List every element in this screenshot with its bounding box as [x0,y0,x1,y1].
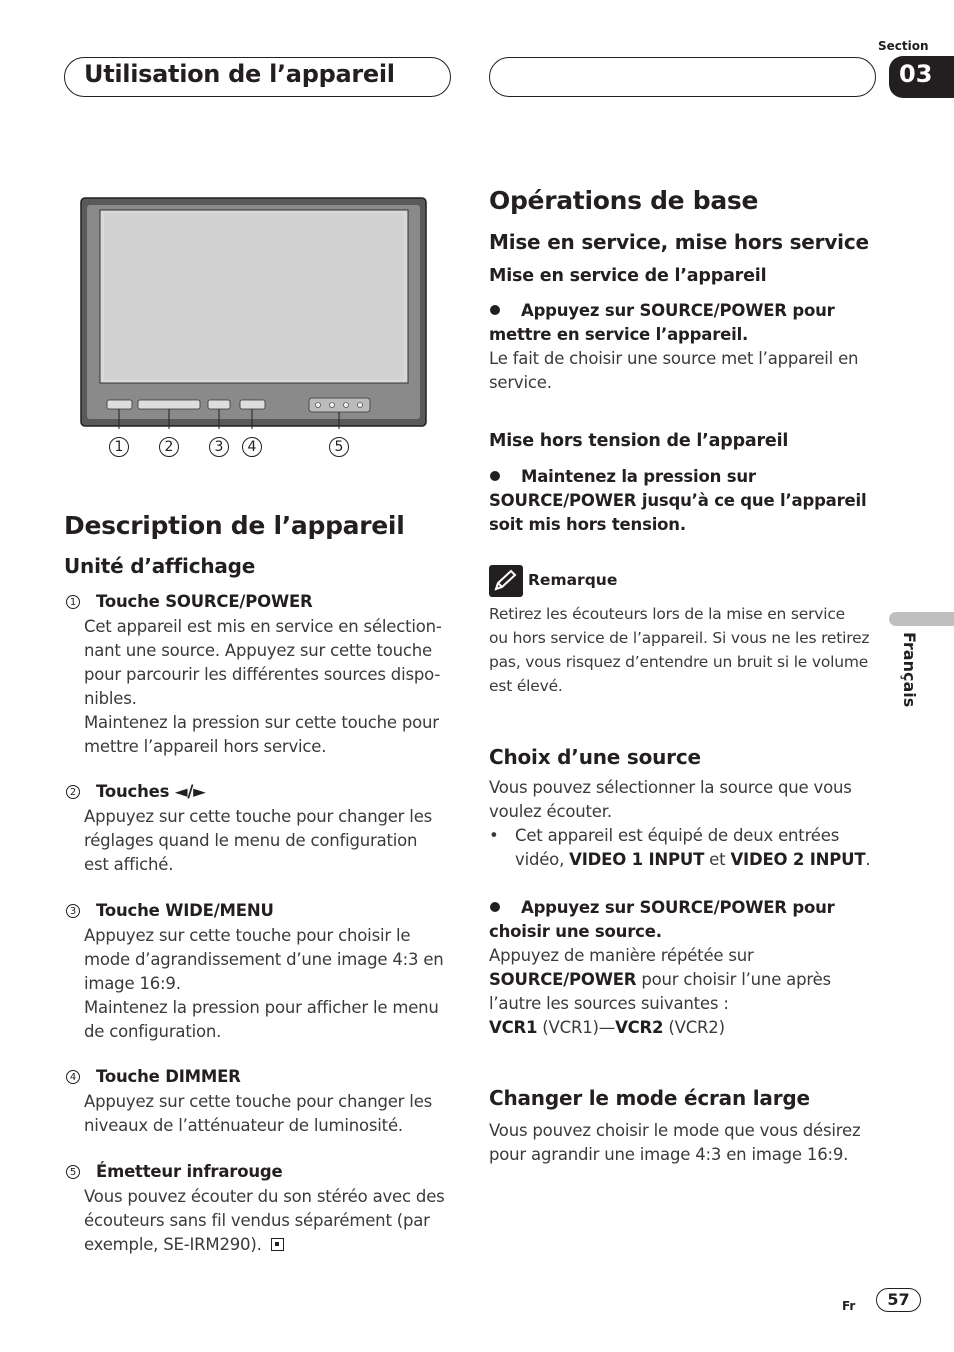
power-on-desc: Le fait de choisir une source met l’appareil en service. [489,349,859,392]
step-choose-source: Appuyez sur SOURCE/POWER pour choisir une source. [489,898,835,941]
heading-basic-operations: Opérations de base [489,186,759,215]
note-icon [489,565,523,597]
item-number: 1 [66,595,80,609]
display-unit-figure [80,197,428,429]
language-tab [889,612,954,626]
section-number: 03 [889,56,954,98]
step-power-off: Maintenez la pression sur SOURCE/POWER jusqu’à ce que l’appareil soit mis hors tension. [489,467,867,534]
item-description: Appuyez sur cette touche pour changer les niveaux de l’atténuateur de luminosité. [84,1092,433,1135]
item-description: Vous pouvez écouter du son stéréo avec des écouteurs sans fil vendus séparément (par exemple, SE-IRM290). [84,1187,445,1254]
callout-4: 4 [242,437,262,457]
item-title: Émetteur infrarouge [96,1162,283,1181]
header-title: Utilisation de l’appareil [84,60,395,88]
heading-source: Choix d’une source [489,745,701,769]
item-description: Cet appareil est mis en service en sélection- nant une source. Appuyez sur cette touche pour parcourir les différentes sources dispo- nibles. Maintenez la pression sur cette touche pour mettre l’appareil hors service. [84,617,442,756]
heading-wide-mode: Changer le mode écran large [489,1086,810,1110]
source-bullet: • Cet appareil est équipé de deux entrées vidéo, VIDEO 1 INPUT et VIDEO 2 INPUT. [489,826,871,869]
end-mark-icon [271,1238,284,1251]
wide-desc: Vous pouvez choisir le mode que vous désirez pour agrandir une image 4:3 en image 16:9. [489,1121,861,1164]
item-number: 3 [66,904,80,918]
heading-power-on: Mise en service de l’appareil [489,266,767,286]
item-number: 4 [66,1070,80,1084]
step-power-on: Appuyez sur SOURCE/POWER pour mettre en service l’appareil. [489,301,835,344]
section-label: Section [878,39,929,53]
heading-power-off: Mise hors tension de l’appareil [489,431,789,451]
note-label: Remarque [528,571,618,589]
heading-description: Description de l’appareil [64,511,405,540]
callout-1: 1 [109,437,129,457]
item-number: 2 [66,785,80,799]
item-title: Touches ◄/► [96,782,206,801]
item-description: Appuyez sur cette touche pour choisir le mode d’agrandissement d’une image 4:3 en image 16:9. Maintenez la pression pour afficher le menu de configuration. [84,926,444,1041]
source-desc: Appuyez de manière répétée sur SOURCE/POWER pour choisir l’une après l’autre les sources suivantes : VCR1 (VCR1)—VCR2 (VCR2) [489,946,831,1037]
item-title: Touche SOURCE/POWER [96,592,313,611]
page-number: 57 [876,1288,921,1312]
note-text: Retirez les écouteurs lors de la mise en service ou hors service de l’appareil. Si vous ne les retirez pas, vous risquez d’entendre un bruit si le volume est élevé. [489,605,870,695]
item-title: Touche WIDE/MENU [96,901,274,920]
item-title: Touche DIMMER [96,1067,241,1086]
header-empty-pill [489,57,876,97]
bullet-dot-icon: • [489,826,499,845]
language-label: Français [900,632,919,708]
callout-2: 2 [159,437,179,457]
callout-3: 3 [209,437,229,457]
heading-power: Mise en service, mise hors service [489,230,869,254]
source-intro: Vous pouvez sélectionner la source que vous voulez écouter. [489,778,852,821]
item-number: 5 [66,1165,80,1179]
item-description: Appuyez sur cette touche pour changer les réglages quand le menu de configuration est affiché. [84,807,433,874]
heading-display-unit: Unité d’affichage [64,554,256,578]
callout-5: 5 [329,437,349,457]
footer-lang: Fr [842,1299,856,1313]
